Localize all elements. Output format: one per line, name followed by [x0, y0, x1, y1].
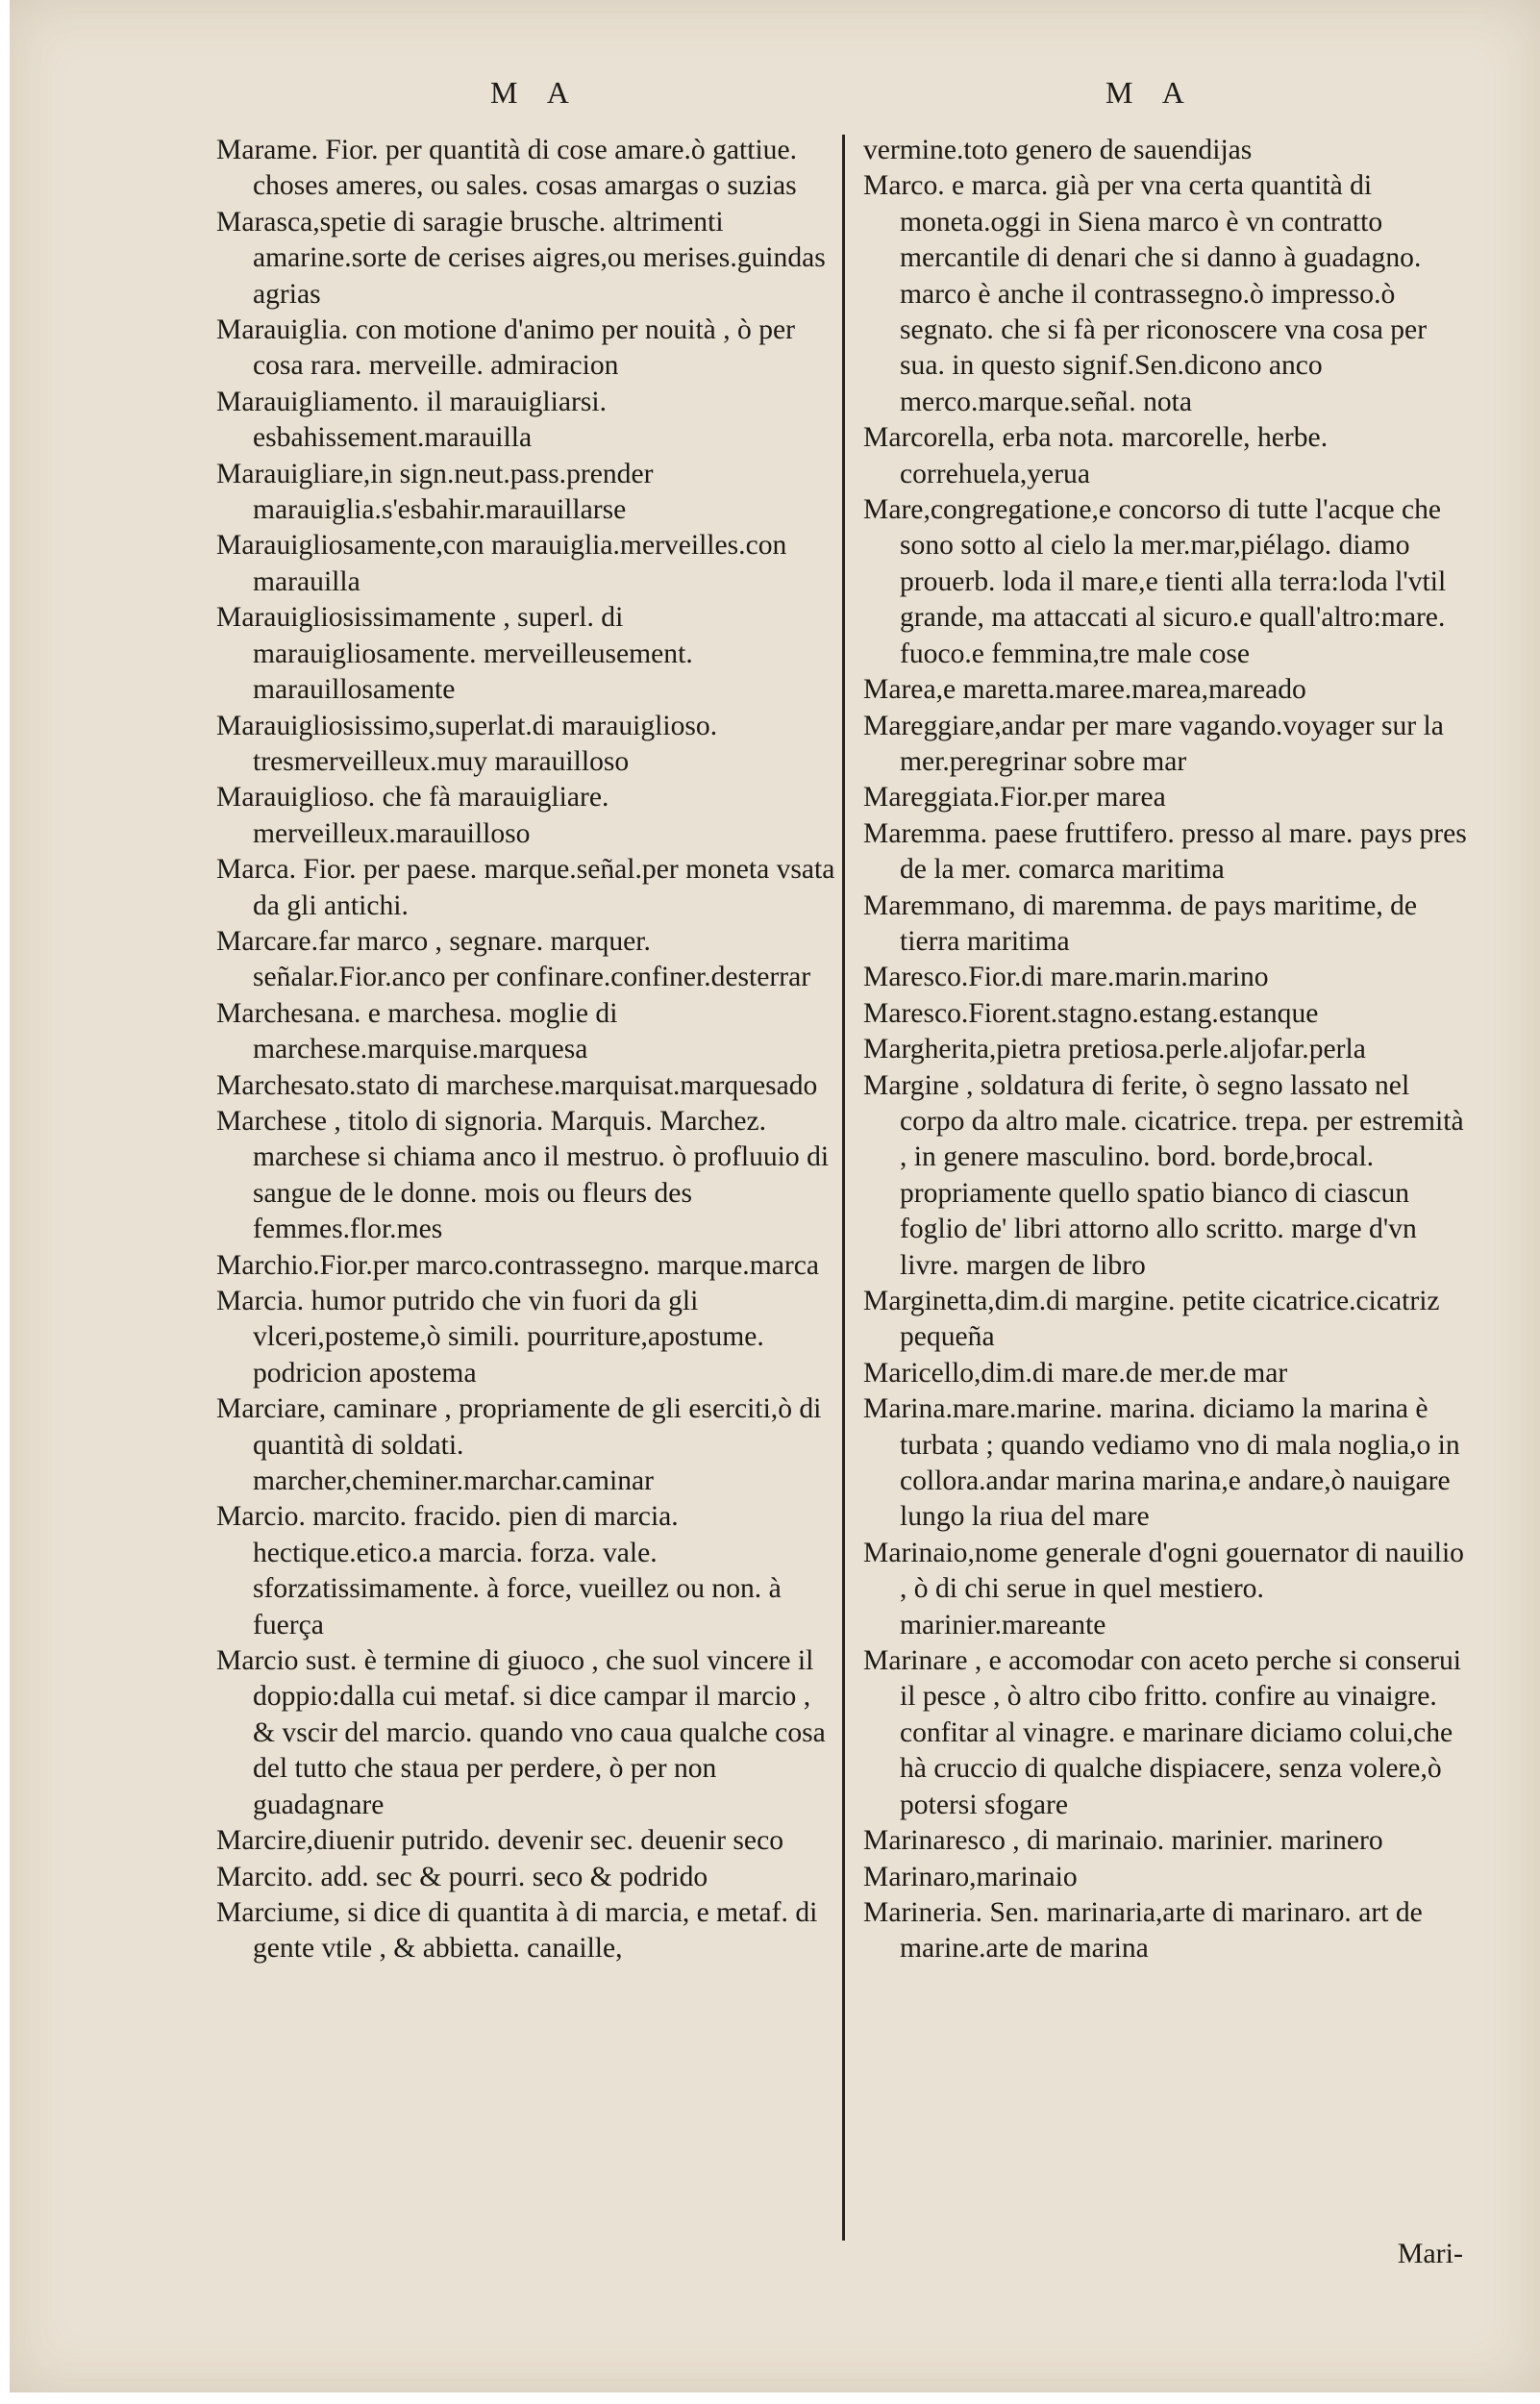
dictionary-entry: Marame. Fior. per quantità di cose amare.ò gattiue. choses ameres, ou sales. cosas amargas o suzias [216, 135, 797, 202]
dictionary-entry: Maremmano, di maremma. de pays maritime, de tierra maritima [863, 889, 1418, 957]
column-rule-lower [842, 966, 845, 2241]
dictionary-entry: Marauigliosissimo,superlat.di marauiglioso. tresmerveilleux.muy marauilloso [216, 710, 718, 777]
dictionary-entry: Marasca,spetie di saragie brusche. altrimenti amarine.sorte de cerises aigres,ou merises.guindas agrias [216, 206, 826, 310]
dictionary-entry: vermine.toto genero de sauendijas [863, 135, 1253, 165]
dictionary-entry: Marginetta,dim.di margine. petite cicatrice.cicatriz pequeña [863, 1286, 1440, 1353]
dictionary-entry: Marcito. add. sec & pourri. seco & podrido [216, 1861, 708, 1892]
dictionary-entry: Marinaio,nome generale d'ogni gouernator di nauilio , ò di chi serue in quel mestiero. marinier.mareante [863, 1537, 1464, 1640]
dictionary-entry: Marciume, si dice di quantita à di marcia, e metaf. di gente vtile , & abbietta. canaille, [216, 1896, 818, 1965]
dictionary-entry: Marchio.Fior.per marco.contrassegno. marque.marca [216, 1249, 819, 1281]
dictionary-entry: Marca. Fior. per paese. marque.señal.per moneta vsata da gli antichi. [216, 854, 835, 921]
dictionary-entry: Marcia. humor putrido che vin fuori da gli vlceri,posteme,ò simili. pourriture,apostume. podricion apostema [216, 1286, 764, 1389]
dictionary-entry: Marina.mare.marine. marina. diciamo la marina è turbata ; quando vediamo vno di mala noglia,o in collora.andar marina marina,e andare,ò nauigare lungo la riua del mare [863, 1393, 1460, 1533]
dictionary-entry: Margherita,pietra pretiosa.perle.aljofar.perla [863, 1034, 1366, 1065]
dictionary-entry: Marcio sust. è termine di giuoco , che suol vincere il doppio:dalla cui metaf. si dice campar il marcio , & vscir del marcio. quando vno caua qualche cosa del tutto che staua per perdere, ò per non guadagnare [216, 1645, 826, 1820]
dictionary-entry: Marchese , titolo di signoria. Marquis. Marchez. marchese si chiama anco il mestruo. ò profluuio di sangue de le donne. mois ou fleurs des femmes.flor.mes [216, 1105, 830, 1245]
dictionary-entry: Marea,e maretta.maree.marea,mareado [863, 674, 1306, 706]
dictionary-entry: Marauigliamento. il marauigliarsi. esbahissement.marauilla [216, 386, 607, 454]
dictionary-entry: Maremma. paese fruttifero. presso al mare. pays pres de la mer. comarca maritima [863, 817, 1467, 886]
dictionary-entry: Maresco.Fior.di mare.marin.marino [863, 962, 1269, 993]
dictionary-entry: Marauiglioso. che fà marauigliare. merveilleux.marauilloso [216, 782, 609, 849]
dictionary-entry: Mare,congregatione,e concorso di tutte l'acque che sono sotto al cielo la mer.mar,piélago. diamo prouerb. loda il mare,e tienti alla terra:loda l'vtil grande, ma attaccati al sicuro.e quall'altro:mare. fuoco.e femmina,tre male cose [863, 494, 1447, 669]
dictionary-entry: Marauiglia. con motione d'animo per nouità , ò per cosa rara. merveille. admiracion [216, 314, 795, 382]
dictionary-entry: Marcire,diuenir putrido. devenir sec. deuenir seco [216, 1825, 783, 1857]
catchword: Mari- [1397, 2238, 1463, 2269]
dictionary-entry: Marciare, caminare , propriamente de gli eserciti,ò di quantità di soldati. marcher,cheminer.marchar.caminar [216, 1393, 822, 1497]
left-column [216, 133, 836, 1967]
dictionary-entry: Marauigliosissimamente , superl. di marauigliosamente. merveilleusement. marauillosamente [216, 602, 693, 706]
page-sheet [10, 0, 1540, 2392]
dictionary-entry: Marcare.far marco , segnare. marquer. señalar.Fior.anco per confinare.confiner.desterrar [216, 925, 811, 993]
dictionary-entry: Mareggiare,andar per mare vagando.voyager sur la mer.peregrinar sobre mar [863, 710, 1444, 777]
dictionary-entry: Marco. e marca. già per vna certa quantità di moneta.oggi in Siena marco è vn contratto mercantile di denari che si danno à guadagno. marco è anche il contrassegno.ò impresso.ò segnato. che si fà per riconoscere vna cosa per sua. in questo signif.Sen.dicono anco merco.marque.señal. nota [863, 170, 1428, 417]
dictionary-entry: Marcorella, erba nota. marcorelle, herbe. correhuela,yerua [863, 422, 1329, 489]
dictionary-entry: Maresco.Fiorent.stagno.estang.estanque [863, 997, 1319, 1029]
dictionary-entry: Marchesato.stato di marchese.marquisat.marquesado [216, 1069, 818, 1101]
dictionary-entry: Marinaro,marinaio [863, 1861, 1078, 1892]
column-rule-upper [842, 135, 845, 976]
dictionary-entry: Marauigliosamente,con marauiglia.merveilles.con marauilla [216, 530, 787, 597]
running-head-right: M A [1105, 75, 1196, 110]
dictionary-entry: Mareggiata.Fior.per marea [863, 782, 1166, 814]
right-column [863, 133, 1474, 1967]
dictionary-entry: Marinaresco , di marinaio. marinier. marinero [863, 1825, 1383, 1857]
dictionary-entry: Marcio. marcito. fracido. pien di marcia. hectique.etico.a marcia. forza. vale. sforzatissimamente. à force, vueillez ou non. à fuerça [216, 1501, 782, 1640]
dictionary-entry: Maricello,dim.di mare.de mer.de mar [863, 1357, 1288, 1389]
dictionary-entry: Margine , soldatura di ferite, ò segno lassato nel corpo da altro male. cicatrice. trepa. per estremità , in genere masculino. bord. borde,brocal. propriamente quello spatio bianco di ciascun foglio de' libri attorno allo scritto. marge d'vn livre. margen de libro [863, 1069, 1464, 1281]
dictionary-entry: Marauigliare,in sign.neut.pass.prender marauiglia.s'esbahir.marauillarse [216, 458, 654, 526]
dictionary-entry: Marchesana. e marchesa. moglie di marchese.marquise.marquesa [216, 997, 618, 1065]
dictionary-entry: Marineria. Sen. marinaria,arte di marinaro. art de marine.arte de marina [863, 1896, 1423, 1965]
dictionary-entry: Marinare , e accomodar con aceto perche si conserui il pesce , ò altro cibo fritto. confire au vinaigre. confitar al vinagre. e marinare diciamo colui,che hà cruccio di qualche dispiacere, senza volere,ò potersi sfogare [863, 1645, 1461, 1820]
running-head-left: M A [490, 75, 581, 110]
